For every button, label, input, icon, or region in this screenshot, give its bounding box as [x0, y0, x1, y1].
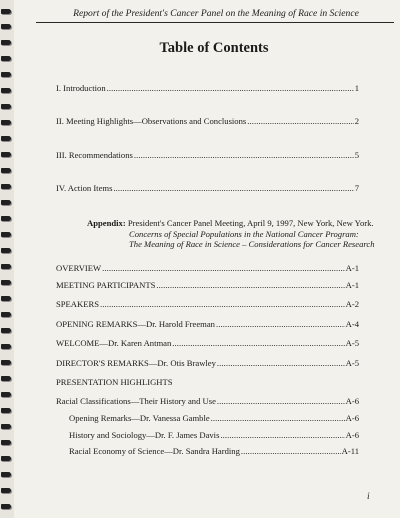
toc-entry-meeting-participants: [56, 280, 359, 291]
toc-entry-label: II. Meeting Highlights—Observations and Conclusions: [56, 116, 247, 126]
binding-coil: [1, 104, 11, 109]
binding-coil: [1, 248, 11, 253]
toc-entry-page: A-1: [345, 263, 359, 273]
dot-leader: [217, 396, 345, 407]
binding-coil: [1, 472, 11, 477]
toc-entry-label: Racial Classifications—Their History and Use: [56, 396, 216, 406]
binding-coil: [1, 232, 11, 237]
binding-coil: [1, 216, 11, 221]
page-title: Table of Contents: [159, 40, 269, 56]
binding-coil: [1, 440, 11, 445]
dot-leader: [217, 358, 345, 369]
binding-coil: [1, 312, 11, 317]
toc-entry-page: A-5: [345, 358, 359, 368]
binding-coil: [1, 152, 11, 157]
binding-coil: [1, 136, 11, 141]
binding-coil: [1, 184, 11, 189]
toc-entry-page: A-6: [345, 430, 359, 440]
dot-leader: [100, 299, 345, 310]
running-header: Report of the President's Cancer Panel on the Meaning of Race in Science: [73, 8, 359, 19]
binding-coil: [1, 72, 11, 77]
dot-leader: [172, 338, 344, 349]
toc-entry-label: History and Sociology—Dr. F. James Davis: [69, 430, 220, 440]
page-number: i: [367, 492, 370, 502]
appendix-label: Appendix:: [87, 218, 126, 228]
toc-entry-label: I. Introduction: [56, 83, 106, 93]
toc-entry-page: A-6: [345, 396, 359, 406]
toc-entry-page: A-4: [345, 319, 359, 329]
spiral-binding: [0, 0, 14, 518]
dot-leader: [156, 280, 344, 291]
binding-coil: [1, 200, 11, 205]
toc-entry-page: 7: [354, 183, 359, 193]
binding-coil: [1, 88, 11, 93]
binding-coil: [1, 264, 11, 269]
toc-entry-recommendations: [56, 150, 359, 161]
toc-entry-page: 2: [354, 116, 359, 126]
toc-entry-label: SPEAKERS: [56, 299, 99, 309]
binding-coil: [1, 504, 11, 509]
appendix-description: [87, 218, 387, 250]
toc-entry-page: A-1: [345, 280, 359, 290]
toc-entry-page: A-5: [345, 338, 359, 348]
toc-entry-introduction: [56, 83, 359, 94]
toc-entry-meeting-highlights: [56, 116, 359, 127]
dot-leader: [241, 446, 341, 457]
binding-coil: [1, 120, 11, 125]
toc-entry-label: OVERVIEW: [56, 263, 102, 273]
toc-entry-label: DIRECTOR'S REMARKS—Dr. Otis Brawley: [56, 358, 216, 368]
toc-entry-harding: [69, 446, 359, 457]
binding-coil: [1, 168, 11, 173]
toc-entry-davis: [69, 430, 359, 441]
toc-entry-directors-remarks: [56, 358, 359, 369]
toc-entry-racial-classifications: [56, 396, 359, 407]
toc-entry-label: MEETING PARTICIPANTS: [56, 280, 156, 290]
toc-entry-action-items: [56, 183, 359, 194]
binding-coil: [1, 9, 11, 14]
binding-coil: [1, 488, 11, 493]
binding-coil: [1, 344, 11, 349]
appendix-subtitle-1: Concerns of Special Populations in the National Cancer Program:: [129, 228, 359, 239]
toc-entry-label: IV. Action Items: [56, 183, 113, 193]
dot-leader: [102, 263, 344, 274]
binding-coil: [1, 408, 11, 413]
dot-leader: [134, 150, 354, 161]
binding-coil: [1, 24, 11, 29]
toc-entry-page: 5: [354, 150, 359, 160]
toc-entry-label: Opening Remarks—Dr. Vanessa Gamble: [69, 413, 210, 423]
toc-entry-opening-remarks: [56, 319, 359, 330]
toc-entry-label: Racial Economy of Science—Dr. Sandra Harding: [69, 446, 240, 456]
binding-coil: [1, 424, 11, 429]
dot-leader: [113, 183, 353, 194]
binding-coil: [1, 456, 11, 461]
binding-coil: [1, 376, 11, 381]
presentation-highlights-heading: PRESENTATION HIGHLIGHTS: [56, 377, 173, 387]
toc-entry-label: III. Recommendations: [56, 150, 133, 160]
binding-coil: [1, 280, 11, 285]
dot-leader: [216, 319, 345, 330]
binding-coil: [1, 392, 11, 397]
binding-coil: [1, 296, 11, 301]
appendix-meeting: President's Cancer Panel Meeting, April 9, 1997, New York, New York.: [127, 218, 374, 228]
toc-entry-label: OPENING REMARKS—Dr. Harold Freeman: [56, 319, 215, 329]
binding-coil: [1, 360, 11, 365]
toc-entry-page: A-2: [345, 299, 359, 309]
dot-leader: [211, 413, 345, 424]
toc-entry-speakers: [56, 299, 359, 310]
toc-entry-label: WELCOME—Dr. Karen Antman: [56, 338, 172, 348]
toc-entry-overview: [56, 263, 359, 274]
dot-leader: [220, 430, 344, 441]
toc-entry-page: A-11: [341, 446, 359, 456]
binding-coil: [1, 328, 11, 333]
toc-entry-gamble: [69, 413, 359, 424]
header-rule: [36, 22, 394, 23]
dot-leader: [107, 83, 354, 94]
toc-entry-welcome: [56, 338, 359, 349]
appendix-subtitle-2: The Meaning of Race in Science – Considerations for Cancer Research: [129, 239, 375, 250]
dot-leader: [247, 116, 353, 127]
toc-entry-page: A-6: [345, 413, 359, 423]
toc-entry-page: 1: [354, 83, 359, 93]
